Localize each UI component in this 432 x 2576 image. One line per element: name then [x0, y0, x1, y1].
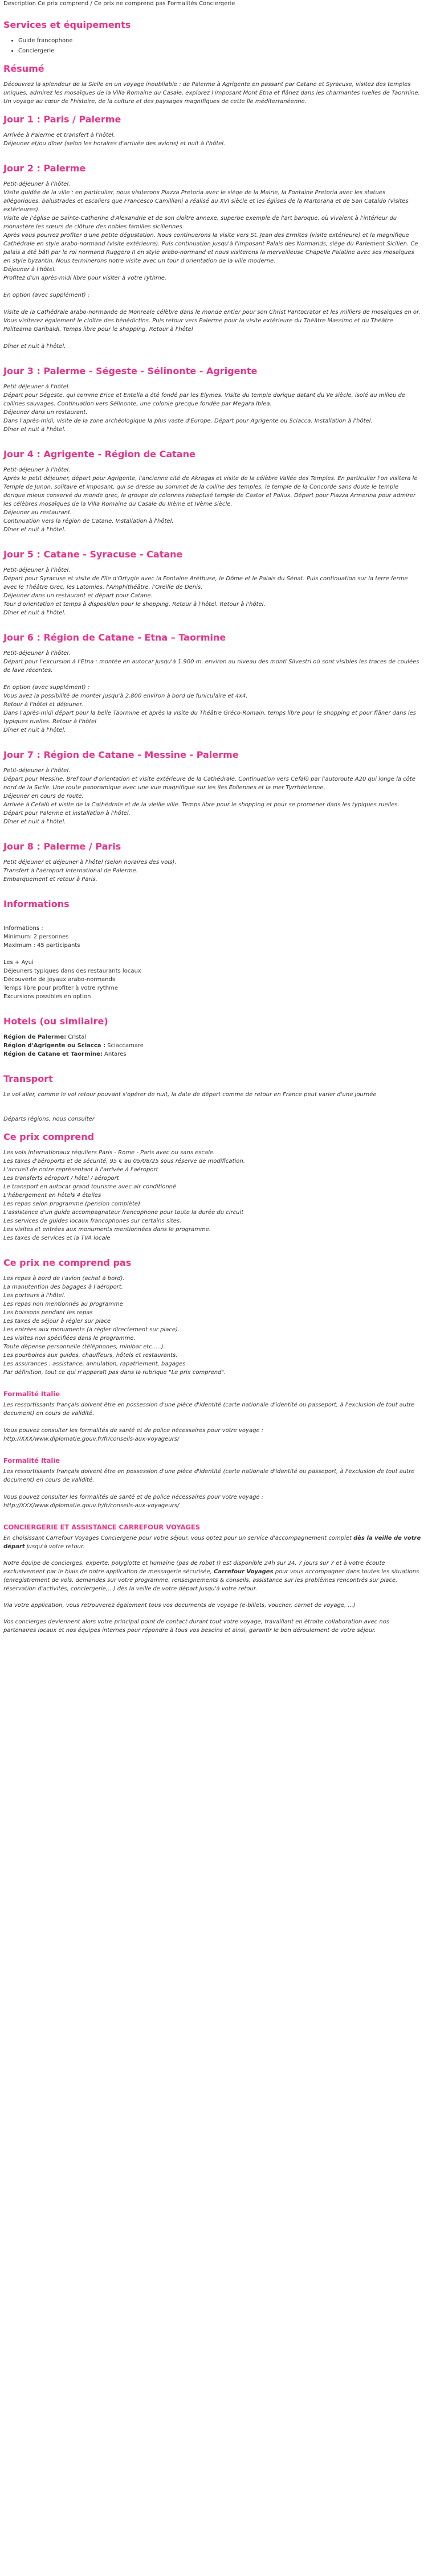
- day-description: [3, 466, 422, 534]
- formalite-line: [3, 1484, 422, 1493]
- conciergerie-contact: Vos concierges deviennent alors votre principal point de contact durant tout votre voyage, travaillant en étroite collaboration avec nos partenaires locaux et nos équipes internes pour répondre à tous vos besoins et ainsi, garantir le bon déroulement de votre séjour.: [3, 1619, 390, 1634]
- day-line: Dans l'après-midi départ pour la belle Taormine et après la visite du Théâtre Gréco-Romain, temps libre pour le shopping et pour flâner dans les typiques ruelles. Retour à l'hôtel: [3, 710, 416, 725]
- day-line: Embarquement et retour à Paris.: [3, 876, 97, 883]
- day-line: Continuation vers la région de Catane. Installation à l'hôtel.: [3, 518, 174, 524]
- hotel-name: Cristal: [66, 1034, 87, 1040]
- formalite-line: Les ressortissants français doivent être en possession d'une pièce d'identité (carte nationale d'identité ou passeport, à l'exclusion de tout autre document) en cours de validité.: [3, 1469, 415, 1483]
- formalite-line: Vous pouvez consulter les formalités de santé et de police nécessaires pour votre voyage :: [3, 1428, 264, 1434]
- day-line: Petit-déjeuner à l'hôtel.: [3, 467, 71, 473]
- comprend-item: Les taxes de services et la TVA locale: [3, 1235, 111, 1241]
- day-line: Après vous pourrez profiter d'une petite dégustation. Nous continuerons la visite vers St. Jean des Ermites (visite extérieure) et la magnifique Cathédrale en style arabo-normand (visite extérieure). Puis continuation jusqu'à l'imposant Palais des Normands, siège du Parlement Sicilien. Ce palais a été bâti par le roi normand Ruggero II en style arabo-normand et nous visiterons la merveilleuse Chapelle Palatine avec ses mosaïques en style byzantin. Nous terminerons notre visite avec un tour d'orientation de la ville moderne.: [3, 232, 418, 264]
- hotel-row: [3, 1033, 422, 1041]
- day-line: Dîner et nuit à l'hôtel.: [3, 610, 66, 616]
- ne-comprend-item: Les entrées aux monuments (à régler directement sur place).: [3, 1327, 180, 1333]
- info-line: Temps libre pour profiter à votre rythme: [3, 985, 118, 991]
- ne-comprend-item: La manutention des bagages à l'aéroport.: [3, 1284, 123, 1290]
- comprend-item: Les repas selon programme (pension complète): [3, 1201, 140, 1207]
- comprend-title: Ce prix comprend: [3, 1131, 95, 1142]
- ne-comprend-item: Les repas non mentionnés au programme: [3, 1301, 123, 1307]
- hotels-title: Hotels (ou similaire): [3, 1016, 108, 1027]
- services-list: [3, 36, 422, 55]
- day-line: Départ pour Messine. Bref tour d'orientation et visite extérieure de la Cathédrale. Continuation vers Cefalù par l'autoroute A20 qui longe la côte nord de la Sicile. Une route panoramique avec une vue magnifique sur les îles Eoliennes et la mer Tyrrhénienne.: [3, 776, 415, 791]
- day-line: Dîner et nuit à l'hôtel.: [3, 343, 66, 350]
- transport-title: Transport: [3, 1073, 53, 1084]
- ne-comprend-item: Les boissons pendant les repas: [3, 1310, 93, 1316]
- day-line: Arrivée à Cefalù et visite de la Cathédrale et de la vieille ville. Temps libre pour le shopping et pour se promener dans les typiques ruelles.: [3, 802, 400, 808]
- comprend-item: L'assistance d'un guide accompagnateur francophone pour toute la durée du circuit: [3, 1209, 244, 1216]
- day-line: Déjeuner dans un restaurant et départ pour Catane.: [3, 593, 153, 599]
- day-line: Dîner et nuit à l'hôtel.: [3, 727, 66, 733]
- comprend-item: Les visites et entrées aux monuments mentionnées dans le programme.: [3, 1227, 211, 1233]
- day-line: Déjeuner au restaurant.: [3, 510, 72, 516]
- day-title: Jour 8 : Palerme / Paris: [3, 841, 121, 852]
- formalite-text: [3, 1401, 422, 1443]
- day-line: [3, 282, 422, 291]
- comprend-item: Les transferts aéroport / hôtel / aéroport: [3, 1175, 119, 1182]
- info-line: Les + Ayui: [3, 959, 34, 966]
- day-title: Jour 6 : Région de Catane - Etna – Taormine: [3, 632, 226, 643]
- day-line: Dîner et nuit à l'hôtel.: [3, 527, 66, 533]
- day-line: Départ pour Ségeste, qui comme Erice et Entella a été fondé par les Élymes. Visite du temple dorique datant du Ve siècle, isolé au milieu de collines sauvages. Continuation vers Sélinonte, une colonie grecque fondée par Megara Iblea.: [3, 392, 405, 407]
- conciergerie-documents: Via votre application, vous retrouverez également tous vos documents de voyage (e-billets, voucher, carnet de voyage, ...): [3, 1602, 356, 1609]
- day-line: Vous avez la possibilité de monter jusqu'à 2.800 environ à bord de funiculaire et 4x4.: [3, 693, 248, 699]
- hotel-region: Région d'Agrigente ou Sciacca :: [3, 1043, 105, 1049]
- day-line: Dans l'après-midi, visite de la zone archéologique la plus vaste d'Europe. Départ pour Agrigente ou Sciacca. Installation à l'hôtel.: [3, 418, 373, 424]
- day-line: Déjeuner en cours de route.: [3, 793, 84, 799]
- ne-comprend-title: Ce prix ne comprend pas: [3, 1257, 132, 1268]
- ne-comprend-item: Les pourboires aux guides, chauffeurs, hôtels et restaurants.: [3, 1352, 178, 1359]
- day-title: Jour 3 : Palerme - Ségeste - Sélinonte - Agrigente: [3, 366, 258, 376]
- ne-comprend-item: Les repas à bord de l'avion (achat à bord).: [3, 1275, 125, 1282]
- resume-title: Résumé: [3, 63, 44, 74]
- formalite-line: [3, 1418, 422, 1426]
- comprend-item: Les taxes d'aéroports et de sécurité, 95 € au 05/08/25 sous réserve de modification.: [3, 1158, 245, 1164]
- day-description: [3, 180, 422, 351]
- info-line: Minimum: 2 personnes: [3, 934, 69, 940]
- info-line: [3, 950, 422, 958]
- day-line: Déjeuner à l'hôtel.: [3, 266, 56, 273]
- comprend-item: Les vols internationaux réguliers Paris - Rome - Paris avec ou sans escale.: [3, 1150, 215, 1156]
- services-item: • Conciergerie: [18, 47, 422, 55]
- itinerary: [3, 114, 422, 892]
- day-line: Visite de l'église de Sainte-Catherine d'Alexandrie et de son cloître annexe, superbe exemple de l'art baroque, où vivaient à l'intérieur du monastère les sœurs de clôture des nobles familles siciliennes.: [3, 215, 397, 230]
- day-line: Petit-déjeuner à l'hôtel.: [3, 768, 71, 774]
- info-line: Découverte de joyaux arabo-normands: [3, 977, 116, 983]
- day-line: Déjeuner dans un restaurant.: [3, 409, 88, 416]
- comprend-item: L'hébergement en hôtels 4 étoiles: [3, 1192, 101, 1199]
- info-line: Excursions possibles en option: [3, 994, 91, 1000]
- conciergerie-text: En choisissant Carrefour Voyages Conciergerie pour votre séjour, vous optez pour un service d'accompagnement complet: [3, 1535, 354, 1541]
- day-line: En option (avec supplément) :: [3, 684, 90, 691]
- ne-comprend-item: Les porteurs à l'hôtel.: [3, 1293, 66, 1299]
- info-line: Informations :: [3, 925, 43, 932]
- formalite-line: http://XXX/www.diplomatie.gouv.fr/fr/conseils-aux-voyageurs/: [3, 1436, 180, 1442]
- day-line: Visite guidée de la ville : en particulier, nous visiterons Piazza Pretoria avec le siège de la Mairie, la Fontaine Pretoria avec les statues allégoriques, balustrades et escaliers que Francesco Camilliani a réalisé au XVI siècle et les églises de la Martorana et de San Cataldo (visites extérieures).: [3, 190, 409, 213]
- day-description: [3, 383, 422, 434]
- ne-comprend-item: Par définition, tout ce qui n'apparaît pas dans la rubrique "Le prix comprend".: [3, 1369, 226, 1376]
- ne-comprend-item: Toute dépense personnelle (téléphones, minibar etc.....).: [3, 1344, 165, 1350]
- day-line: Retour à l'hôtel et déjeuner.: [3, 702, 83, 708]
- day-line: Départ pour Palerme et installation à l'hôtel.: [3, 810, 131, 817]
- day-description: [3, 766, 422, 826]
- breadcrumb[interactable]: Description Ce prix comprend / Ce prix ne comprend pas Formalités Conciergerie: [3, 1, 235, 7]
- comprend-list: [3, 1148, 422, 1242]
- day-title: Jour 2 : Palerme: [3, 163, 86, 174]
- formalite-line: Les ressortissants français doivent être en possession d'une pièce d'identité (carte nationale d'identité ou passeport, à l'exclusion de tout autre document) en cours de validité.: [3, 1402, 415, 1417]
- day-title: Jour 5 : Catane - Syracuse - Catane: [3, 549, 183, 560]
- info-line: Maximum : 45 participants: [3, 942, 80, 949]
- hotels-list: [3, 1033, 422, 1059]
- day-description: [3, 131, 422, 148]
- conciergerie-intro: [3, 1534, 422, 1551]
- services-item: • Guide francophone: [18, 36, 422, 45]
- hotel-region: Région de Catane et Taormine:: [3, 1051, 103, 1057]
- day-title: Jour 1 : Paris / Palerme: [3, 114, 121, 125]
- informations-text: [3, 916, 422, 1001]
- hotel-name: Sciaccamare: [105, 1043, 144, 1049]
- day-line: Petit-déjeuner à l'hôtel.: [3, 567, 71, 573]
- day-line: Profitez d'un après-midi libre pour visiter à votre rythme.: [3, 275, 167, 281]
- day-line: Arrivée à Palerme et transfert à l'hôtel.: [3, 132, 115, 138]
- ne-comprend-item: Les assurances : assistance, annulation, rapatriement, bagages: [3, 1361, 186, 1367]
- day-line: Après le petit déjeuner, départ pour Agrigente, l'ancienne cité de Akragas et visite de la célèbre Vallée des Temples. En particulier l'on visitera le Temple de Junon, solitaire et imposant, qui se dresse au sommet de la colline des temples, le temple de la Concorde sans doute le temple dorique mieux conservé du monde grec, le groupe de colonnes rabaptisé temple de Castor et Pollux. Départ pour Piazza Armerina pour admirer les célèbres mosaïques de la Villa Romaine du Casale du IIIème et IVème siècle.: [3, 475, 418, 507]
- conciergerie-text: Notre équipe de concierges, experte, polyglotte et humaine (pas de robot !) est disponible 24h sur 24, 7 jours sur 7 et à votre écoute exclusivement par le biais de notre application de messagerie sécurisée,: [3, 1560, 385, 1575]
- day-line: Dîner et nuit à l'hôtel.: [3, 819, 66, 825]
- formalite-text: [3, 1467, 422, 1510]
- conciergerie-text: jusqu'à votre retour.: [25, 1544, 85, 1550]
- info-line: Déjeuners typiques dans des restaurants locaux: [3, 968, 141, 974]
- formalite-title: Formalité Italie: [3, 1390, 60, 1398]
- day-line: Départ pour l'excursion à l'Etna : montée en autocar jusqu'à 1.900 m. environ au niveau des monti Silvestri où sont visibles les traces de coulées de lave récentes.: [3, 659, 419, 674]
- info-line: [3, 916, 422, 924]
- day-line: Tour d'orientation et temps à disposition pour le shopping. Retour à l'hôtel. Retour à l'hôtel.: [3, 601, 266, 608]
- transport-text: Le vol aller, comme le vol retour pouvant s'opérer de nuit, la date de départ comme de retour en France peut varier d'une journée: [3, 1092, 377, 1098]
- day-line: [3, 334, 422, 342]
- day-title: Jour 7 : Région de Catane - Messine - Palerme: [3, 749, 239, 760]
- formalite-line: Vous pouvez consulter les formalités de santé et de police nécessaires pour votre voyage :: [3, 1494, 264, 1500]
- day-line: Petit-déjeuner à l'hôtel.: [3, 650, 71, 657]
- day-description: [3, 566, 422, 617]
- conciergerie-text: pour vous accompagner dans toutes les situations (enregistrement de vols, demandes sur votre programme, renseignements & conseils, assistance sur les problèmes rencontrés sur place, réservation d'activités, conciergerie,...) dès la veille de votre départ jusqu'à votre retour.: [3, 1569, 419, 1592]
- resume-text: Découvrez la splendeur de la Sicile en un voyage inoubliable : de Palerme à Agrigente en passant par Catane et Syracuse, visitez des temples uniques, admirez les mosaïques de la Villa Romaine du Casale, explorez l'imposant Mont Etna et flânez dans les charmantes ruelles de Taormine. Un voyage au cœur de l'histoire, de la culture et des paysages magnifiques de cette île méditerranéenne.: [3, 81, 420, 105]
- comprend-item: Le transport en autocar grand tourisme avec air conditionné: [3, 1184, 177, 1190]
- day-line: [3, 300, 422, 308]
- day-line: Dîner et nuit à l'hôtel.: [3, 426, 66, 433]
- ne-comprend-list: [3, 1274, 422, 1377]
- formalite-line: http://XXX/www.diplomatie.gouv.fr/fr/conseils-aux-voyageurs/: [3, 1503, 180, 1509]
- formalite-title: Formalité Italie: [3, 1457, 60, 1465]
- day-line: [3, 675, 422, 683]
- day-title: Jour 4 : Agrigente - Région de Catane: [3, 449, 195, 460]
- day-line: Transfert à l'aéroport international de Palerme.: [3, 868, 138, 874]
- informations-title: Informations: [3, 899, 70, 909]
- hotel-row: [3, 1050, 422, 1059]
- ne-comprend-item: Les taxes de séjour à régler sur place: [3, 1318, 111, 1324]
- hotel-row: [3, 1041, 422, 1050]
- day-line: En option (avec supplément) :: [3, 292, 90, 298]
- hotel-name: Antares: [102, 1051, 127, 1057]
- day-line: Visite de la Cathédrale arabo-normande de Monreale célèbre dans le monde entier pour son Christ Pantocrator et les milliers de mosaïques en or. Vous visiterez également le cloître des bénédictins. Puis retour vers Palerme pour la visite extérieure du Théâtre Massimo et du Théâtre Politeama Garibaldi. Temps libre pour le shopping. Retour à l'hôtel: [3, 309, 421, 333]
- services-title: Services et équipements: [3, 19, 131, 30]
- conciergerie-title: CONCIERGERIE ET ASSISTANCE CARREFOUR VOYAGES: [3, 1523, 201, 1531]
- day-line: Déjeuner et/ou dîner (selon les horaires d'arrivée des avions) et nuit à l'hôtel.: [3, 141, 226, 147]
- comprend-item: Les services de guides locaux francophones sur certains sites.: [3, 1218, 182, 1224]
- ne-comprend-item: Les visites non spécifiées dans le programme.: [3, 1335, 136, 1342]
- day-line: Départ pour Syracuse et visite de l'île d'Ortygie avec la Fontaine Aréthuse, le Dôme et le Palais du Sénat. Puis continuation sur la terre ferme avec le Théâtre Grec, les Latomies, l'Amphithéâtre, l'Oreille de Denis.: [3, 576, 408, 590]
- hotel-region: Région de Palerme:: [3, 1034, 67, 1040]
- conciergerie-emphasis: dès la veille de votre départ: [3, 1535, 421, 1550]
- comprend-item: L'accueil de notre représentant à l'arrivée à l'aéroport: [3, 1167, 158, 1173]
- day-description: [3, 858, 422, 884]
- day-description: [3, 649, 422, 735]
- conciergerie-app-name: Carrefour Voyages: [214, 1569, 274, 1575]
- day-line: Petit-déjeuner à l'hôtel.: [3, 181, 71, 187]
- day-line: Petit déjeuner à l'hôtel.: [3, 384, 70, 390]
- transport-note: Départs régions, nous consulter: [3, 1116, 95, 1122]
- conciergerie-team: [3, 1559, 422, 1593]
- day-line: Petit déjeuner et déjeuner à l'hôtel (selon horaires des vols).: [3, 859, 177, 865]
